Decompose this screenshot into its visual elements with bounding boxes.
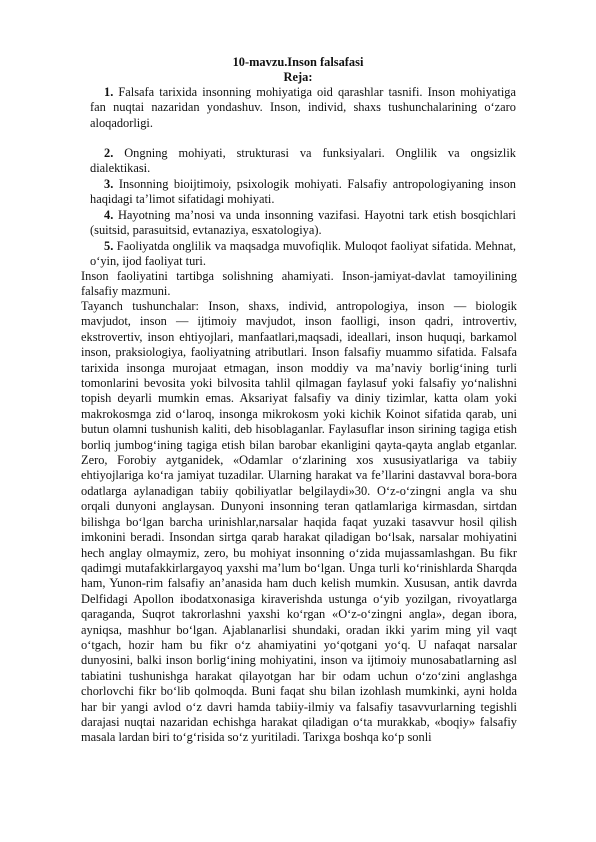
- plan-item-text: Hayotning ma’nosi va unda insonning vazifasi. Hayotni tark etish bosqichlari (suitsid, parasuitsid, evtanaziya, esxatologiya).: [90, 208, 516, 238]
- plan-item-number: 1.: [104, 85, 114, 99]
- plan-item: [90, 208, 516, 239]
- plan-item-number: 5.: [104, 239, 114, 253]
- body-paragraph: Tayanch tushunchalar: Inson, shaxs, individ, antropologiya, inson — biologik mavjudot, inson — ijtimoiy mavjudot, inson faolligi, inson qadri, introvertiv, ekstrovertiv, inson ehtiyojlari, manfaatlari,maqsadi, ideallari, inson huquqi, barkamol inson, praksiologiya, faoliyatning atributlari. Inson falsafiy muammo sifatida. Falsafa tarixida insonga murojaat etmagan, inson moddiy va ma’naviy borlig‘ining turli tomonlarini bevosita yoki bilvosita tahlil qilmagan faylasuf yoki falsafiy yo‘nalishni topish deyarli mumkin emas. Aksariyat falsafiy va diniy tizimlar, katta olam yoki makrokosmga zid o‘laroq, insonga mikrokosm yoki kichik Koinot sifatida qarab, uni butun olamni tushunish kaliti, deb hisoblaganlar. Faylasuflar inson sirining tagiga etish borliq jumbog‘ining tagiga etish bilan barobar ekanligini qayta-qayta anglab etganlar. Zero, Forobiy aytganidek, «Odamlar o‘zlarining xos xususiyatlariga va tabiiy ehtiyojlariga ko‘ra jamiyat tuzadilar. Ularning harakat va fe’llarini dastavval bora-bora odatlarga aylanadigan tabiiy qobiliyatlar belgilaydi»30. O‘z-o‘zingni angla va shu orqali dunyoni anglaysan. Dunyoni insonning teran qatlamlariga kirmasdan, sirtdan bilishga bo‘lgan barcha urinishlar,narsalar haqida faqat yuzaki tasavvur hosil qilish imkonini beradi. Insondan sirtga qarab harakat qiladigan bo‘lsak, narsalar mohiyatini hech anglay olmaymiz, zero, bu mohiyat insonning o‘zida mujassamlashgan. Bu fikr qadimgi mutafakkirlargayoq yaxshi ma’lum bo‘lgan. Unga turli ko‘rinishlarda Sharqda ham, Yunon-rim falsafiy an’anasida ham duch kelish mumkin. Xususan, antik davrda Delfidagi Apollon ibodatxonasiga kiraverishda ustunga o‘yib yozilgan, rivoyatlarga qaraganda, Suqrot takrorlashni yaxshi ko‘rgan «O‘z-o‘zingni angla», degan ibora, ayniqsa, mashhur bo‘lgan. Ajablanarlisi shundaki, oradan ikki yarim ming yil vaqt o‘tgach, hozir ham bu fikr o‘z ahamiyatini yo‘qotgani yo‘q. U nafaqat narsalar dunyosini, balki inson borlig‘ining mohiyatini, inson va ijtimoiy munosabatlarning asl tabiatini tushunishga harakat qilayotgan har bir odam uchun o‘zo‘zini anglashga chorlovchi fikr bo‘lib qolmoqda. Buni faqat shu bilan izohlash mumkinki, ayni holda har bir yangi avlod o‘z davri hamda tabiiy-ilmiy va falsafiy tasavvurlarning tegishli darajasi nuqtai nazaridan echishga harakat qiladigan o‘ta murakkab, «boqiy» falsafiy masala lardan biri to‘g‘risida so‘z yuritiladi. Tarixga boshqa ko‘p sonli: [81, 299, 517, 745]
- plan-item-text: Falsafa tarixida insonning mohiyatiga oid qarashlar tasnifi. Inson mohiyatiga fan nuqtai nazaridan yondashuv. Inson, individ, shaxs tushunchalarining o‘zaro aloqadorligi.: [90, 85, 516, 130]
- plan-item-text: Ongning mohiyati, strukturasi va funksiyalari. Onglilik va ongsizlik dialektikasi.: [90, 146, 516, 176]
- plan-item: [90, 146, 516, 177]
- plan-heading: Reja:: [283, 70, 313, 84]
- plan-item: [90, 239, 516, 270]
- plan-item-number: 2.: [104, 146, 114, 160]
- plan-item-text: Insonning bioijtimoiy, psixologik mohiyati. Falsafiy antropologiyaning inson haqidagi ta’limot sifatidagi mohiyati.: [90, 177, 516, 207]
- document-title: 10-mavzu.Inson falsafasi: [232, 55, 364, 69]
- plan-item: [90, 85, 516, 131]
- plan-item-number: 4.: [104, 208, 114, 222]
- plan-item-number: 3.: [104, 177, 114, 191]
- plan-item: [90, 177, 516, 208]
- body-paragraph: Inson faoliyatini tartibga solishning ahamiyati. Inson-jamiyat-davlat tamoyilining falsafiy mazmuni.: [81, 269, 517, 299]
- plan-item-text: Faoliyatda onglilik va maqsadga muvofiqlik. Muloqot faoliyat sifatida. Mehnat, o‘yin, ijod faoliyat turi.: [90, 239, 516, 269]
